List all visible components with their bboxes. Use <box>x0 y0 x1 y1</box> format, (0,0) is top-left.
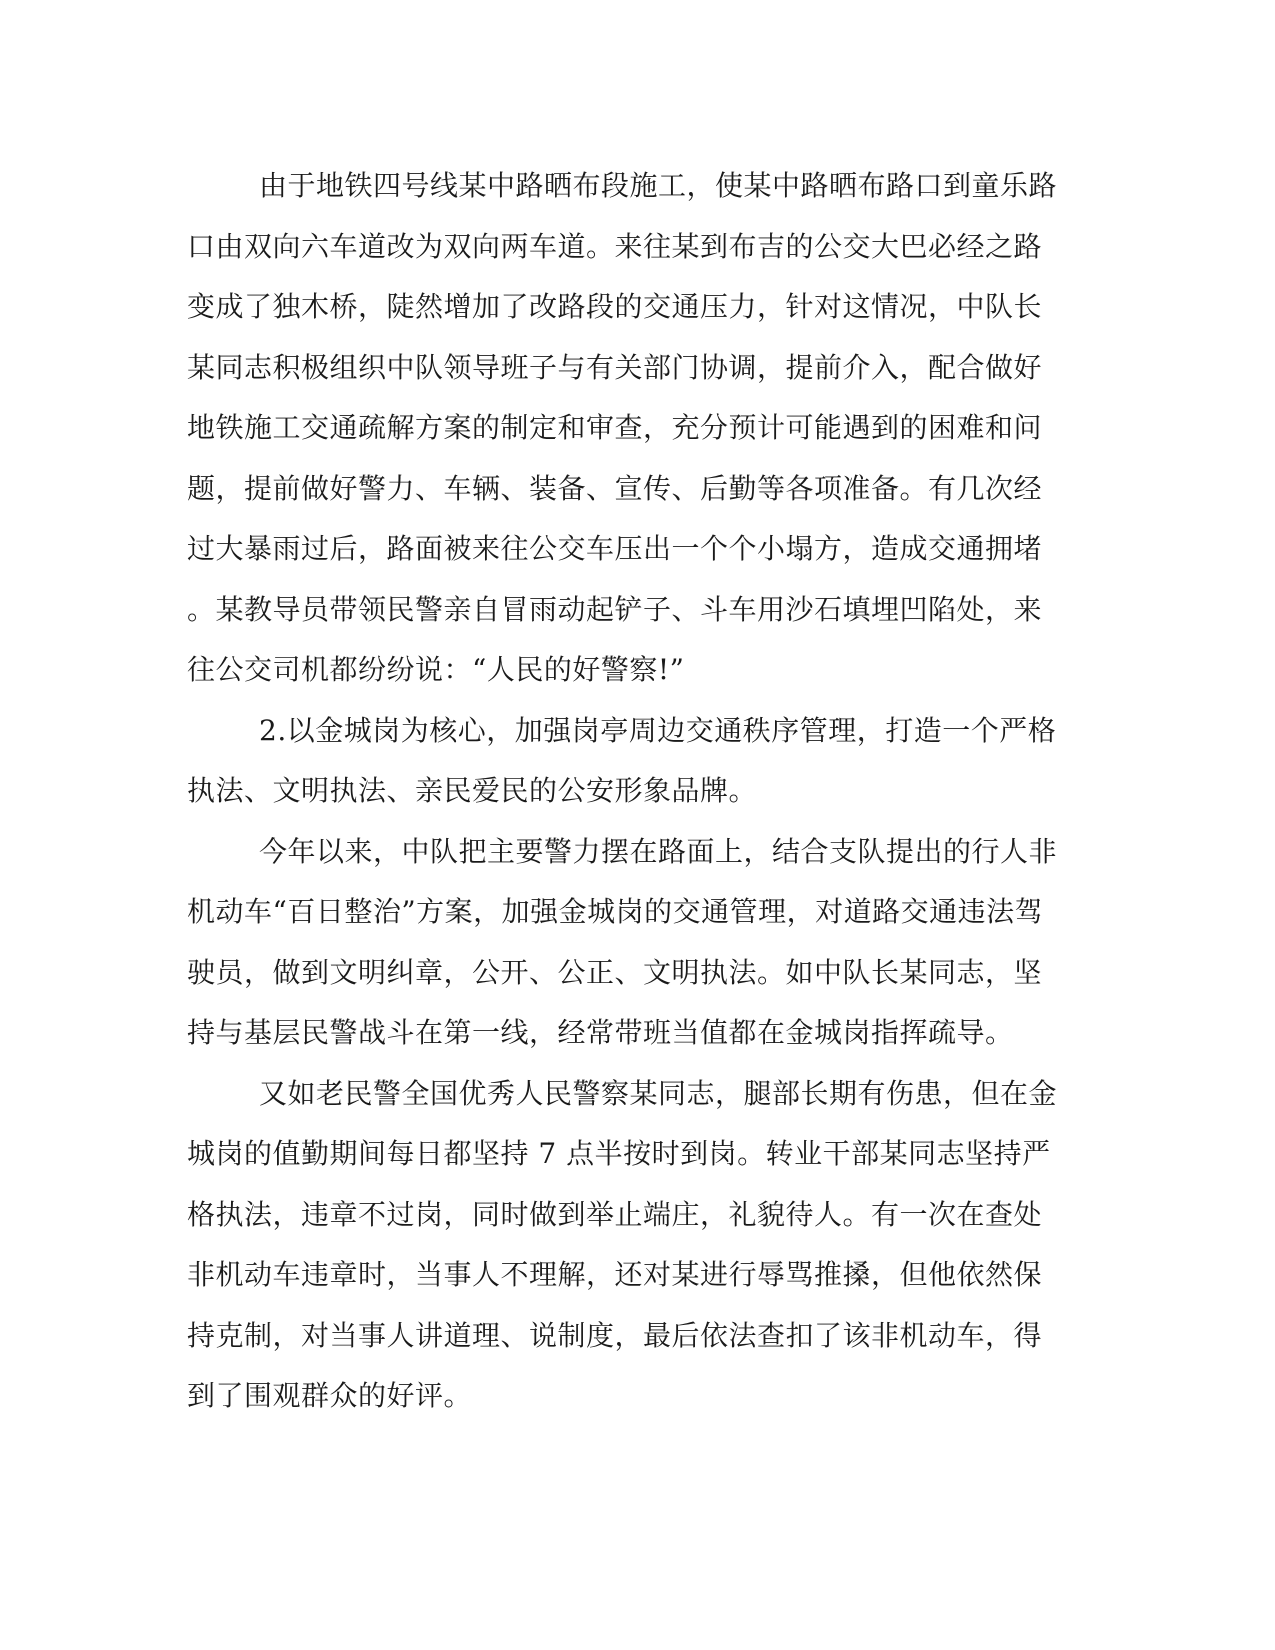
text-line: 由于地铁四号线某中路晒布段施工，使某中路晒布路口到童乐路 <box>259 169 1058 202</box>
text-line: 机动车“百日整治”方案，加强金城岗的交通管理，对道路交通违法驾 <box>187 895 1044 928</box>
paragraph-subway-construction <box>187 156 1092 701</box>
text-line: 驶员，做到文明纠章，公开、公正、文明执法。如中队长某同志，坚 <box>187 955 1043 989</box>
text-line: 城岗的值勤期间每日都坚持 7 点半按时到岗。转业干部某同志坚持严 <box>187 1137 1051 1170</box>
text-line: 口由双向六车道改为双向两车道。来往某到布吉的公交大巴必经之路 <box>187 229 1043 263</box>
text-line: 持克制，对当事人讲道理、说制度，最后依法查扣了该非机动车，得 <box>187 1318 1043 1352</box>
text-line: 2.以金城岗为核心，加强岗亭周边交通秩序管理，打造一个严格 <box>259 713 1057 747</box>
text-line: 题，提前做好警力、车辆、装备、宣传、后勤等各项准备。有几次经 <box>187 471 1043 505</box>
text-line: 某同志积极组织中队领导班子与有关部门协调，提前介入，配合做好 <box>187 350 1043 384</box>
text-line: 往公交司机都纷纷说：“人民的好警察!” <box>187 653 685 686</box>
paragraph-road-management <box>187 822 1092 1064</box>
text-line: 又如老民警全国优秀人民警察某同志，腿部长期有伤患，但在金 <box>259 1076 1058 1110</box>
text-line: 持与基层民警战斗在第一线，经常带班当值都在金城岗指挥疏导。 <box>187 1016 1014 1049</box>
text-line: 。某教导员带领民警亲自冒雨动起铲子、斗车用沙石填埋凹陷处，来 <box>187 592 1043 626</box>
text-line: 非机动车违章时，当事人不理解，还对某进行辱骂推搡，但他依然保 <box>187 1258 1043 1291</box>
text-line: 变成了独木桥，陡然增加了改路段的交通压力，针对这情况，中队长 <box>187 290 1043 323</box>
text-line: 到了围观群众的好评。 <box>187 1379 473 1412</box>
paragraph-section-heading <box>187 701 1092 822</box>
text-line: 地铁施工交通疏解方案的制定和审查，充分预计可能遇到的困难和问 <box>187 411 1043 444</box>
text-line: 格执法，违章不过岗，同时做到举止端庄，礼貌待人。有一次在查处 <box>187 1197 1043 1231</box>
text-line: 执法、文明执法、亲民爱民的公安形象品牌。 <box>187 774 758 807</box>
text-line: 今年以来，中队把主要警力摆在路面上，结合支队提出的行人非 <box>259 834 1058 868</box>
document-body <box>187 156 1092 1427</box>
text-line: 过大暴雨过后，路面被来往公交车压出一个个小塌方，造成交通拥堵 <box>187 532 1043 565</box>
paragraph-officer-examples <box>187 1064 1092 1427</box>
